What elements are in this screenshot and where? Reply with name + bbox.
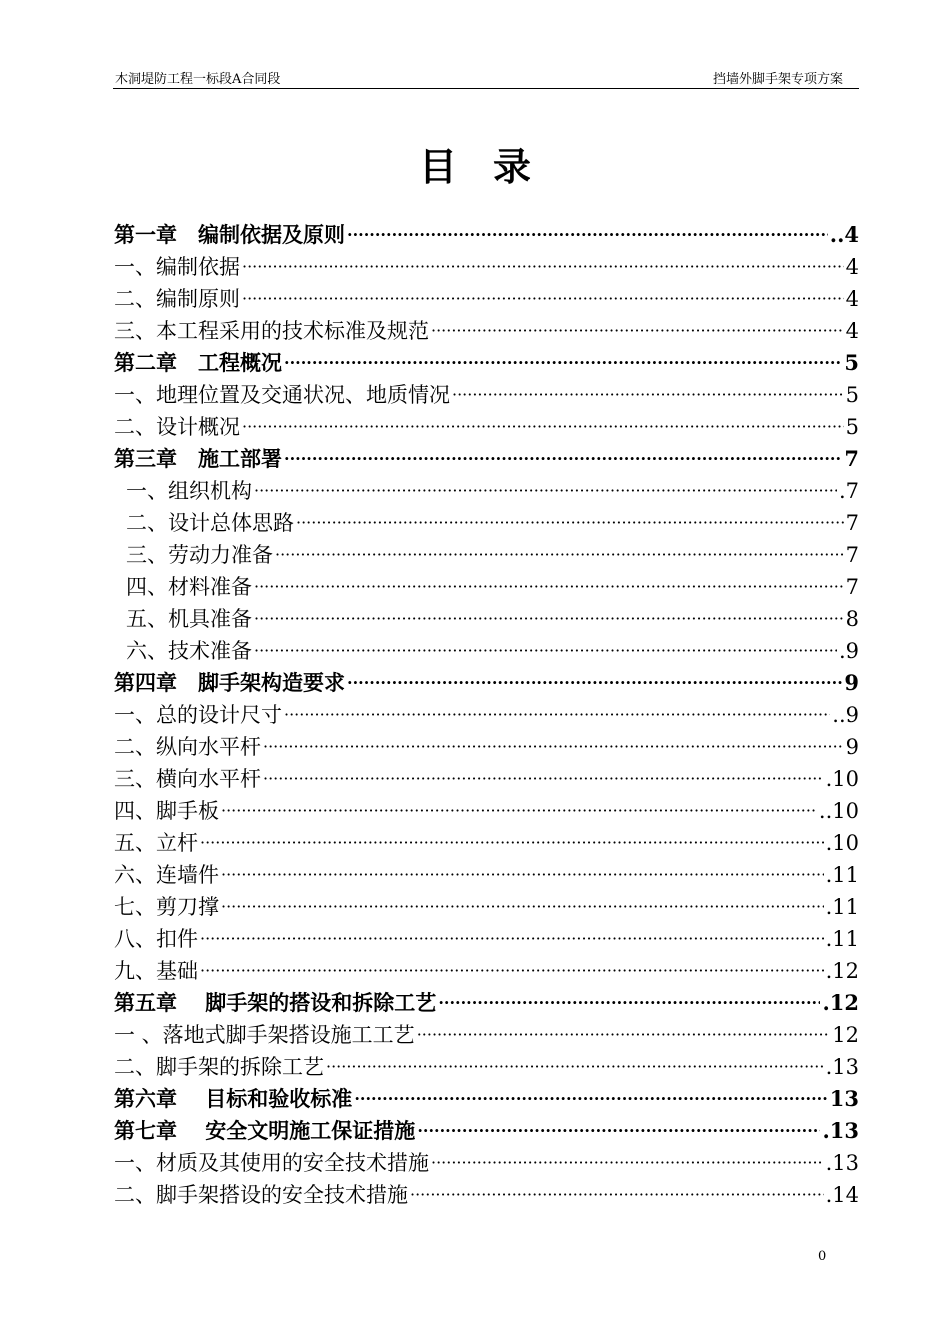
toc-dot-leader: [221, 891, 824, 923]
toc-section-entry[interactable]: [114, 859, 859, 891]
toc-chapter-entry[interactable]: [114, 443, 859, 475]
page-title: 目录: [418, 144, 567, 189]
toc-entry-label: 第二章 工程概况: [114, 350, 282, 375]
toc-entry-label: 第六章 目标和验收标准: [114, 1086, 353, 1111]
toc-section-entry[interactable]: [114, 923, 859, 955]
toc-dot-leader: [263, 731, 844, 763]
toc-entry-label: 二、脚手架搭设的安全技术措施: [114, 1183, 408, 1207]
toc-entry-page: 12: [832, 1023, 859, 1047]
toc-entry-page: 9: [844, 670, 859, 695]
toc-entry-label: 六、技术准备: [126, 639, 252, 663]
toc-entry-label: 一 、落地式脚手架搭设施工工艺: [114, 1023, 415, 1047]
toc-entry-page: .11: [825, 895, 859, 919]
toc-chapter-entry[interactable]: [114, 1083, 859, 1115]
toc-section-entry[interactable]: [114, 539, 859, 571]
toc-entry-page: ..10: [818, 799, 859, 823]
toc-dot-leader: [326, 1051, 824, 1083]
toc-dot-leader: [347, 219, 828, 251]
toc-entry-label: 三、劳动力准备: [126, 543, 273, 567]
toc-entry-label: 七、剪刀撑: [114, 895, 219, 919]
toc-dot-leader: [254, 475, 837, 507]
toc-entry-page: .13: [825, 1055, 859, 1079]
toc-entry-page: 8: [845, 607, 859, 631]
header-project-name: 木洞堤防工程一标段A合同段: [115, 72, 281, 87]
toc-entry-label: 八、扣件: [114, 927, 198, 951]
toc-entry-label: 第一章 编制依据及原则: [114, 222, 345, 247]
toc-entry-page: .13: [825, 1151, 859, 1175]
toc-section-entry[interactable]: [114, 283, 859, 315]
toc-entry-label: 一、材质及其使用的安全技术措施: [114, 1151, 429, 1175]
toc-entry-page: 4: [845, 287, 859, 311]
toc-dot-leader: [200, 923, 824, 955]
toc-entry-label: 六、连墙件: [114, 863, 219, 887]
toc-section-entry[interactable]: [114, 763, 859, 795]
toc-entry-page: ..9: [832, 703, 859, 727]
toc-dot-leader: [221, 795, 817, 827]
toc-section-entry[interactable]: [114, 1179, 859, 1211]
toc-section-entry[interactable]: [114, 379, 859, 411]
toc-dot-leader: [438, 987, 820, 1019]
table-of-contents: [114, 219, 859, 1211]
toc-dot-leader: [296, 507, 844, 539]
toc-section-entry[interactable]: [114, 731, 859, 763]
toc-entry-label: 二、纵向水平杆: [114, 735, 261, 759]
toc-entry-page: .12: [822, 990, 859, 1015]
toc-dot-leader: [221, 859, 824, 891]
toc-entry-label: 二、编制原则: [114, 287, 240, 311]
toc-dot-leader: [242, 251, 844, 283]
header-document-title: 挡墙外脚手架专项方案: [712, 72, 843, 87]
toc-entry-page: 5: [845, 415, 859, 439]
toc-entry-page: 5: [844, 350, 859, 375]
toc-entry-page: 9: [845, 735, 859, 759]
toc-section-entry[interactable]: [114, 699, 859, 731]
toc-entry-page: 7: [845, 575, 859, 599]
toc-chapter-entry[interactable]: [114, 987, 859, 1019]
toc-section-entry[interactable]: [114, 603, 859, 635]
toc-entry-page: .14: [825, 1183, 859, 1207]
toc-entry-page: 4: [845, 319, 859, 343]
toc-section-entry[interactable]: [114, 571, 859, 603]
toc-section-entry[interactable]: [114, 1019, 859, 1051]
toc-entry-label: 第五章 脚手架的搭设和拆除工艺: [114, 990, 437, 1015]
toc-entry-label: 四、脚手板: [114, 799, 219, 823]
toc-dot-leader: [242, 411, 844, 443]
toc-entry-page: 4: [845, 255, 859, 279]
toc-entry-page: .13: [822, 1118, 859, 1143]
toc-chapter-entry[interactable]: [114, 219, 859, 251]
toc-chapter-entry[interactable]: [114, 347, 859, 379]
toc-entry-page: 7: [845, 511, 859, 535]
toc-dot-leader: [275, 539, 844, 571]
toc-entry-label: 第三章 施工部署: [114, 446, 282, 471]
toc-dot-leader: [417, 1019, 831, 1051]
toc-dot-leader: [431, 315, 844, 347]
page-header: [113, 64, 859, 89]
toc-entry-page: 13: [829, 1086, 859, 1111]
toc-entry-label: 九、基础: [114, 959, 198, 983]
toc-dot-leader: [284, 347, 842, 379]
toc-section-entry[interactable]: [114, 891, 859, 923]
toc-dot-leader: [263, 763, 824, 795]
toc-entry-label: 一、组织机构: [126, 479, 252, 503]
toc-dot-leader: [254, 571, 844, 603]
toc-section-entry[interactable]: [114, 475, 859, 507]
page-number: 0: [818, 1249, 827, 1264]
toc-section-entry[interactable]: [114, 955, 859, 987]
toc-section-entry[interactable]: [114, 1051, 859, 1083]
toc-entry-page: ..4: [829, 222, 859, 247]
toc-entry-label: 五、机具准备: [126, 607, 252, 631]
toc-chapter-entry[interactable]: [114, 1115, 859, 1147]
toc-dot-leader: [410, 1179, 824, 1211]
toc-section-entry[interactable]: [114, 635, 859, 667]
toc-entry-page: .9: [838, 639, 859, 663]
toc-dot-leader: [452, 379, 844, 411]
toc-section-entry[interactable]: [114, 795, 859, 827]
toc-dot-leader: [200, 827, 824, 859]
toc-entry-label: 一、地理位置及交通状况、地质情况: [114, 383, 450, 407]
toc-entry-page: .10: [825, 831, 859, 855]
toc-section-entry[interactable]: [114, 507, 859, 539]
toc-entry-label: 五、立杆: [114, 831, 198, 855]
toc-entry-page: .10: [825, 767, 859, 791]
toc-section-entry[interactable]: [114, 315, 859, 347]
toc-entry-page: .7: [838, 479, 859, 503]
toc-dot-leader: [200, 955, 824, 987]
toc-dot-leader: [347, 667, 842, 699]
toc-dot-leader: [417, 1115, 820, 1147]
toc-section-entry[interactable]: [114, 251, 859, 283]
toc-section-entry[interactable]: [114, 1147, 859, 1179]
toc-entry-label: 四、材料准备: [126, 575, 252, 599]
toc-entry-label: 二、脚手架的拆除工艺: [114, 1055, 324, 1079]
toc-entry-page: 7: [845, 543, 859, 567]
toc-dot-leader: [284, 443, 842, 475]
toc-section-entry[interactable]: [114, 827, 859, 859]
toc-entry-label: 一、编制依据: [114, 255, 240, 279]
toc-dot-leader: [354, 1083, 827, 1115]
toc-dot-leader: [284, 699, 830, 731]
toc-dot-leader: [242, 283, 844, 315]
toc-entry-label: 二、设计总体思路: [126, 511, 294, 535]
toc-entry-label: 一、总的设计尺寸: [114, 703, 282, 727]
toc-entry-label: 第四章 脚手架构造要求: [114, 670, 345, 695]
toc-entry-label: 二、设计概况: [114, 415, 240, 439]
toc-entry-page: .12: [825, 959, 859, 983]
toc-entry-label: 三、本工程采用的技术标准及规范: [114, 319, 429, 343]
toc-chapter-entry[interactable]: [114, 667, 859, 699]
toc-entry-label: 三、横向水平杆: [114, 767, 261, 791]
toc-dot-leader: [431, 1147, 824, 1179]
toc-section-entry[interactable]: [114, 411, 859, 443]
toc-entry-page: .11: [825, 927, 859, 951]
toc-entry-page: 5: [845, 383, 859, 407]
toc-entry-page: 7: [844, 446, 859, 471]
toc-entry-label: 第七章 安全文明施工保证措施: [114, 1118, 416, 1143]
toc-entry-page: .11: [825, 863, 859, 887]
toc-dot-leader: [254, 635, 837, 667]
toc-dot-leader: [254, 603, 844, 635]
